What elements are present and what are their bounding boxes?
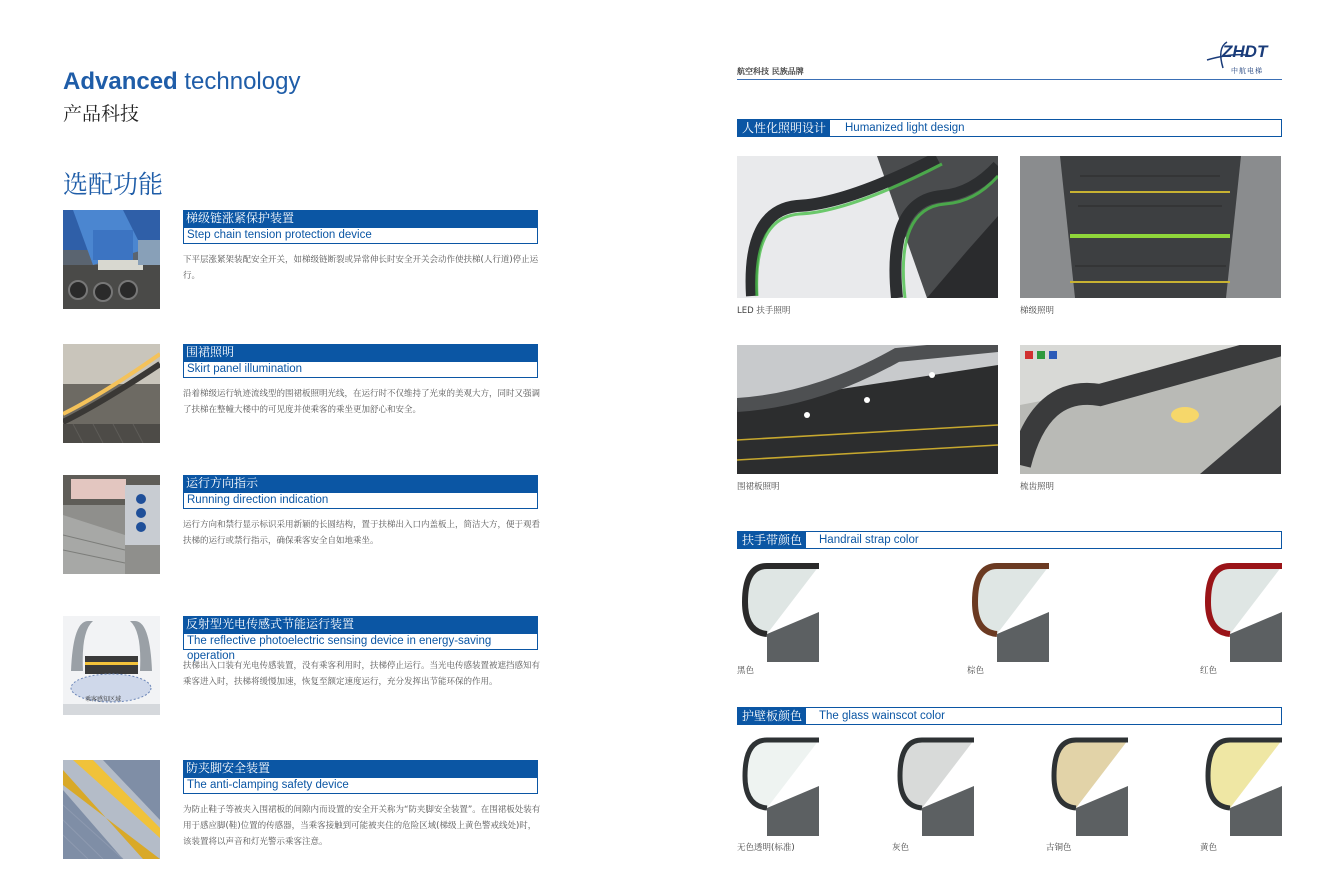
- wainscot-title-en: The glass wainscot color: [819, 710, 945, 722]
- lighting-title-cn: 人性化照明设计: [738, 120, 830, 136]
- feature-title-cn: 运行方向指示: [183, 475, 538, 492]
- feature-title-en: The reflective photoelectric sensing device in energy-saving operation: [183, 633, 538, 650]
- feature-title-cn: 围裙照明: [183, 344, 538, 361]
- title-chinese: 产品科技: [63, 103, 140, 125]
- feature-desc: 运行方向和禁行显示标识采用新颖的长圆结构，置于扶梯出入口内盖板上，简洁大方，便于观看扶梯的运行或禁行指示，确保乘客安全自如地乘坐。: [183, 520, 541, 546]
- feature-desc: 扶梯出入口装有光电传感装置，没有乘客利用时，扶梯停止运行。当光电传感装置被遮挡感知有乘客进入时，扶梯将缓慢加速，恢复至额定速度运行，充分发挥出节能环保的作用。: [183, 661, 541, 687]
- section-title: 选配功能: [63, 170, 164, 199]
- logo-text-cn: 中航电梯: [1231, 67, 1263, 75]
- feature-desc: 沿着梯级运行轨迹流线型的围裙板照明光线，在运行时不仅维持了光束的美观大方，同时又强调了扶梯在整幢大楼中的可见度并使乘客的乘坐更加舒心和安全。: [183, 389, 541, 415]
- feature-desc: 为防止鞋子等被夹入围裙板的间隙内而设置的安全开关称为“防夹脚安全装置”。在围裙板处装有用于感应脚(鞋)位置的传感器，当乘客接触到可能被夹住的危险区域(梯级上黄色警戒线处)时，该装置将以声音和灯光警示乘客注意。: [183, 805, 541, 847]
- feature-desc: 下平层涨紧架装配安全开关，如梯级链断裂或异常伸长时安全开关会动作使扶梯(人行道)停止运行。: [183, 255, 539, 281]
- sensor-diagram: [63, 616, 160, 715]
- title-english: [63, 68, 300, 96]
- wainscot-sample-gray: [892, 736, 974, 836]
- title-en-rest: technology: [177, 68, 301, 95]
- photo-caption: 梳齿照明: [1020, 482, 1055, 492]
- photo-caption: 梯级照明: [1020, 306, 1055, 316]
- feature-photoelectric-sensing: [63, 616, 541, 726]
- brand-logo: [1205, 38, 1283, 78]
- step-lighting-photo: [1020, 156, 1281, 298]
- sensor-zone-label: 乘客感知区域: [85, 696, 122, 703]
- title-en-bold: Advanced: [63, 68, 178, 95]
- direction-sign-photo: [63, 475, 160, 574]
- feature-skirt-illumination: [63, 344, 541, 454]
- feature-title-cn: 梯级链涨紧保护装置: [183, 210, 538, 227]
- feature-step-chain: [63, 210, 538, 320]
- feature-title-cn: 反射型光电传感式节能运行装置: [183, 616, 538, 633]
- handrail-title-cn: 扶手带颜色: [738, 532, 806, 548]
- wainscot-sample-yellow: [1200, 736, 1282, 836]
- swatch-caption: 古铜色: [1046, 843, 1072, 853]
- feature-title-en: Skirt panel illumination: [183, 361, 538, 378]
- feature-title-en: The anti-clamping safety device: [183, 777, 538, 794]
- wainscot-header: [737, 707, 1282, 725]
- swatch-caption: 红色: [1200, 666, 1218, 676]
- lighting-title-en: Humanized light design: [845, 122, 965, 134]
- swatch-caption: 棕色: [967, 666, 985, 676]
- feature-direction-indication: [63, 475, 541, 585]
- feature-anti-clamping: [63, 760, 541, 870]
- wainscot-sample-bronze: [1046, 736, 1128, 836]
- handrail-sample-black: [737, 562, 819, 662]
- logo-text: ZHDT: [1222, 42, 1268, 61]
- feature-title-cn: 防夹脚安全装置: [183, 760, 538, 777]
- header-rule: [737, 79, 1282, 80]
- wainscot-sample-clear: [737, 736, 819, 836]
- skirt-lighting-photo: [737, 345, 998, 474]
- handrail-header: [737, 531, 1282, 549]
- photo-caption: 围裙板照明: [737, 482, 780, 492]
- photo-caption: LED 扶手照明: [737, 306, 791, 316]
- handrail-sample-red: [1200, 562, 1282, 662]
- led-handrail-photo: [737, 156, 998, 298]
- swatch-caption: 黄色: [1200, 843, 1218, 853]
- comb-lighting-photo: [1020, 345, 1281, 474]
- feature-title-en: Running direction indication: [183, 492, 538, 509]
- feature-title-en: Step chain tension protection device: [183, 227, 538, 244]
- brand-tagline: 航空科技 民族品牌: [737, 67, 804, 76]
- step-chain-photo: [63, 210, 160, 309]
- wainscot-title-cn: 护壁板颜色: [738, 708, 806, 724]
- swatch-caption: 灰色: [892, 843, 910, 853]
- swatch-caption: 黑色: [737, 666, 755, 676]
- swatch-caption: 无色透明(标准): [737, 843, 795, 853]
- anti-clamp-photo: [63, 760, 160, 859]
- handrail-sample-brown: [967, 562, 1049, 662]
- handrail-title-en: Handrail strap color: [819, 534, 919, 546]
- skirt-light-photo: [63, 344, 160, 443]
- lighting-header: [737, 119, 1282, 137]
